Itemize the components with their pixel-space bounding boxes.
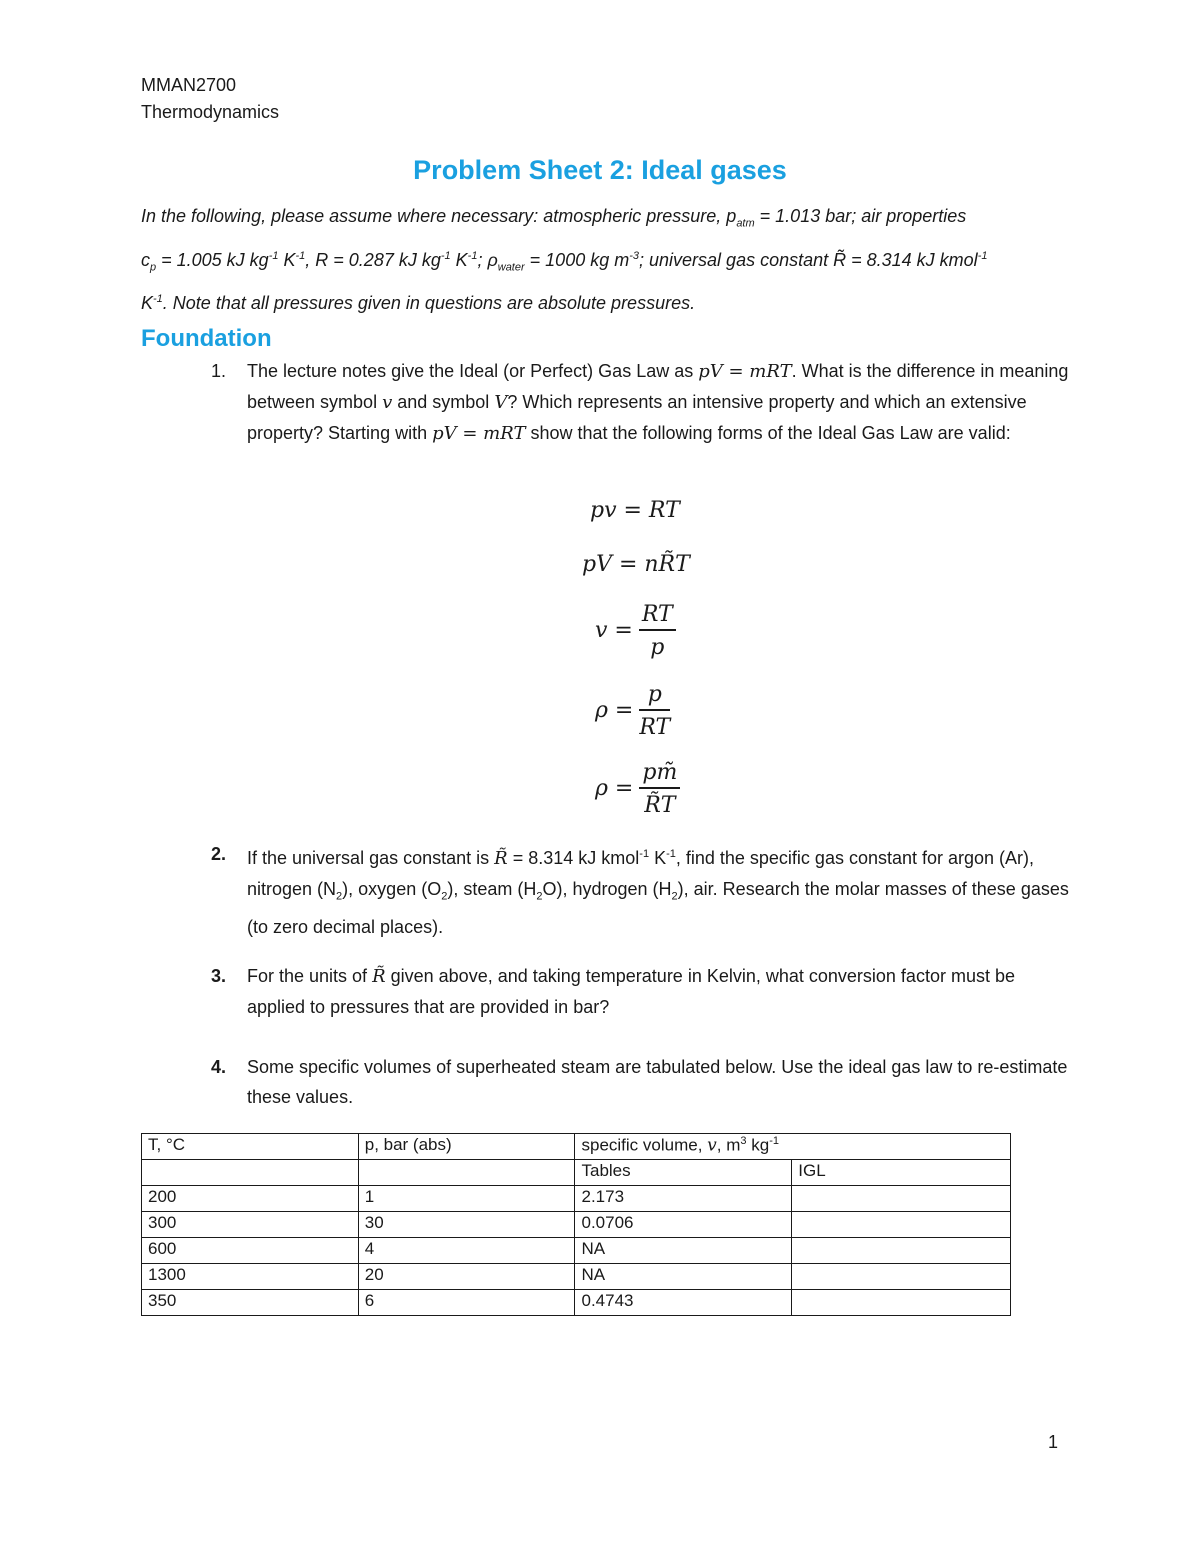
table-row [142, 1212, 1011, 1238]
cell-tables-volume: 0.0706 [575, 1212, 792, 1238]
question-text: For the units of R̃ given above, and taking temperature in Kelvin, what conversion factor must be applied to pressures that are provided in bar? [247, 966, 1015, 1017]
question-text: The lecture notes give the Ideal (or Perfect) Gas Law as pV = mRT. What is the difference in meaning between symbol v and symbol V? Which represents an intensive property and which an extensive property? Starting with pV = mRT show that the following forms of the Ideal Gas Law are valid: [247, 361, 1069, 444]
cell-temperature: 600 [142, 1238, 359, 1264]
table-row [142, 1264, 1011, 1290]
subheader-empty [358, 1160, 575, 1186]
table-header-row [142, 1134, 1011, 1160]
cell-igl-volume [792, 1186, 1011, 1212]
question-2 [211, 839, 1071, 942]
cell-pressure: 1 [358, 1186, 575, 1212]
question-1 [211, 356, 1071, 449]
page-number: 1 [1048, 1432, 1059, 1452]
table-row [142, 1186, 1011, 1212]
cell-temperature: 300 [142, 1212, 359, 1238]
subheader-tables: Tables [575, 1160, 792, 1186]
course-code: MMAN2700 [141, 75, 237, 95]
header-specific-volume: specific volume, v, $m^3$ $kg^{-1}$ [575, 1134, 1011, 1160]
cell-igl-volume [792, 1264, 1011, 1290]
table-row [142, 1238, 1011, 1264]
cell-igl-volume [792, 1290, 1011, 1316]
equation-rho-pm-over-RT: ρ = $\frac{pm̃}{R̃T}$ [595, 760, 680, 818]
cell-pressure: 20 [358, 1264, 575, 1290]
cell-temperature: 1300 [142, 1264, 359, 1290]
question-text: Some specific volumes of superheated steam are tabulated below. Use the ideal gas law to re-estimate these values. [247, 1057, 1068, 1107]
header-temperature: T, °C [142, 1134, 359, 1160]
cell-igl-volume [792, 1212, 1011, 1238]
question-number: 2. [211, 844, 227, 864]
header-pressure: p, bar (abs) [358, 1134, 575, 1160]
cell-tables-volume: NA [575, 1264, 792, 1290]
page-title: Problem Sheet 2: Ideal gases [413, 155, 787, 185]
cell-temperature: 350 [142, 1290, 359, 1316]
table-subheader-row [142, 1160, 1011, 1186]
cell-tables-volume: 2.173 [575, 1186, 792, 1212]
cell-pressure: 6 [358, 1290, 575, 1316]
subheader-empty [142, 1160, 359, 1186]
equation-pv-rt: pv = RT [590, 498, 680, 523]
section-heading-foundation: Foundation [141, 325, 272, 352]
question-3 [211, 961, 1071, 1022]
equation-v-RT-over-p: v = $\frac{RT}{p}$ [595, 602, 676, 660]
steam-volume-table [141, 1133, 1011, 1316]
equation-rho-p-over-RT: ρ = $\frac{p}{RT}$ [595, 682, 671, 740]
equation-pV-nRT: pV = nR̃T [582, 552, 690, 577]
subheader-igl: IGL [792, 1160, 1011, 1186]
cell-temperature: 200 [142, 1186, 359, 1212]
cell-tables-volume: 0.4743 [575, 1290, 792, 1316]
question-4 [211, 1052, 1071, 1112]
cell-tables-volume: NA [575, 1238, 792, 1264]
cell-pressure: 30 [358, 1212, 575, 1238]
question-number: 3. [211, 966, 227, 986]
question-number: 1. [211, 361, 227, 381]
question-number: 4. [211, 1057, 227, 1077]
page-header [141, 72, 279, 126]
table-row [142, 1290, 1011, 1316]
intro-paragraph: In the following, please assume where necessary: atmospheric pressure, $p_{atm} = 1.013$ bar; air properties $c_p = 1.005$ kJ $kg^{-1}$ $K^{-1}$, R = 0.287 kJ $kg^{-1}$ $K^{-1}$; $\rho_{water} = 1000$ kg $m^{-3}$; universal gas constant R̃ = 8.314 kJ kmol$^{-1}$ $K^{-1}$. Note that all pressures given in questions are absolute pressures. [141, 206, 988, 314]
cell-igl-volume [792, 1238, 1011, 1264]
course-name: Thermodynamics [141, 102, 280, 122]
question-text: If the universal gas constant is R̃ = 8.314 kJ kmol$^{-1}$ $K^{-1}$, find the specific gas constant for argon (Ar), nitrogen $(N_2)$, oxygen $(O_2)$, steam $(H_2O)$, hydrogen $(H_2)$, air. Research the molar masses of these gases (to zero decimal places). [247, 848, 1069, 937]
cell-pressure: 4 [358, 1238, 575, 1264]
